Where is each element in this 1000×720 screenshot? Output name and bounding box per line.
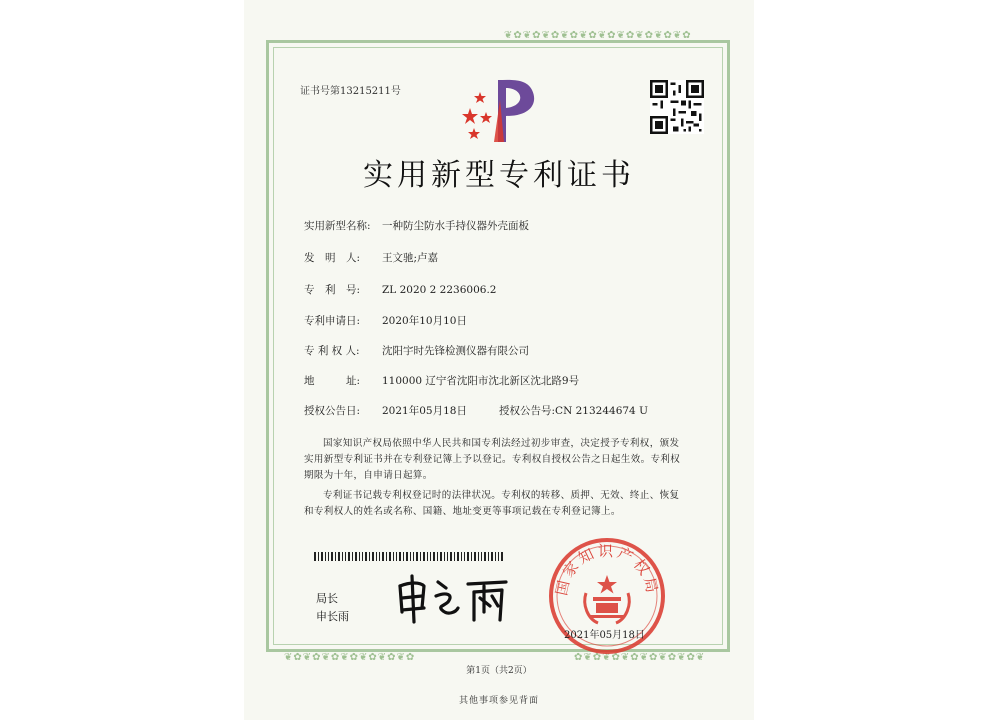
field-value: 2020年10月10日 bbox=[382, 315, 467, 327]
vine-ornament-top: ❦✿❦✿❦✿❦✿❦✿❦✿❦✿❦✿❦✿❦✿ bbox=[504, 30, 692, 41]
qr-code bbox=[650, 80, 704, 134]
certificate-number: 证书号第13215211号 bbox=[300, 86, 401, 97]
svg-text:国家知识产权局: 国家知识产权局 bbox=[552, 542, 662, 598]
field-grant-number bbox=[499, 403, 648, 418]
director-name: 申长雨 bbox=[316, 610, 349, 623]
seal-date: 2021年05月18日 bbox=[564, 630, 645, 641]
field-label: 授权公告号: bbox=[499, 405, 556, 417]
field-value: 王文驰;卢嘉 bbox=[382, 252, 439, 264]
field-label: 发 明 人: bbox=[304, 252, 361, 264]
field-label: 授权公告日: bbox=[304, 405, 361, 417]
field-address bbox=[304, 373, 579, 388]
field-patent-number bbox=[304, 282, 496, 297]
field-value: 2021年05月18日 bbox=[382, 405, 467, 417]
patent-office-logo bbox=[450, 70, 550, 150]
vine-ornament-bottom-right: ✿❦✿❦✿❦✿❦✿❦✿❦✿❦ bbox=[574, 652, 706, 663]
director-title: 局长 bbox=[316, 592, 338, 605]
field-value: 沈阳宇时先锋检测仪器有限公司 bbox=[382, 345, 529, 357]
field-filing-date bbox=[304, 313, 467, 328]
certificate-page bbox=[244, 0, 754, 720]
field-value: 一种防尘防水手持仪器外壳面板 bbox=[382, 220, 529, 232]
field-label: 实用新型名称: bbox=[304, 220, 371, 232]
field-value: CN 213244674 U bbox=[555, 405, 648, 417]
field-label: 专 利 号: bbox=[304, 284, 361, 296]
statement-paragraph-2: 专利证书记载专利权登记时的法律状况。专利权的转移、质押、无效、终止、恢复和专利权人的姓名或名称、国籍、地址变更等事项记载在专利登记簿上。 bbox=[304, 490, 680, 517]
handwritten-signature bbox=[394, 572, 514, 624]
field-value: ZL 2020 2 2236006.2 bbox=[382, 284, 497, 296]
field-patentee bbox=[304, 343, 529, 358]
page-number: 第1页（共2页） bbox=[466, 666, 532, 676]
statement-paragraph-1: 国家知识产权局依照中华人民共和国专利法经过初步审查，决定授予专利权，颁发实用新型专利证书并在专利登记簿上予以登记。专利权自授权公告之日起生效。专利权期限为十年，自申请日起算。 bbox=[304, 438, 681, 481]
field-label: 专利申请日: bbox=[304, 315, 361, 327]
vine-ornament-bottom: ❦✿❦✿❦✿❦✿❦✿❦✿❦✿ bbox=[284, 652, 416, 663]
field-value: 110000 辽宁省沈阳市沈北新区沈北路9号 bbox=[382, 375, 580, 387]
back-side-note: 其他事项参见背面 bbox=[458, 696, 539, 706]
field-label: 专 利 权 人: bbox=[304, 345, 360, 357]
field-inventor bbox=[304, 250, 438, 265]
field-utility-model-name bbox=[304, 218, 529, 233]
barcode bbox=[314, 552, 504, 561]
field-grant-date bbox=[304, 403, 467, 418]
field-label: 地 址: bbox=[304, 375, 361, 387]
certificate-title: 实用新型专利证书 bbox=[363, 158, 635, 193]
